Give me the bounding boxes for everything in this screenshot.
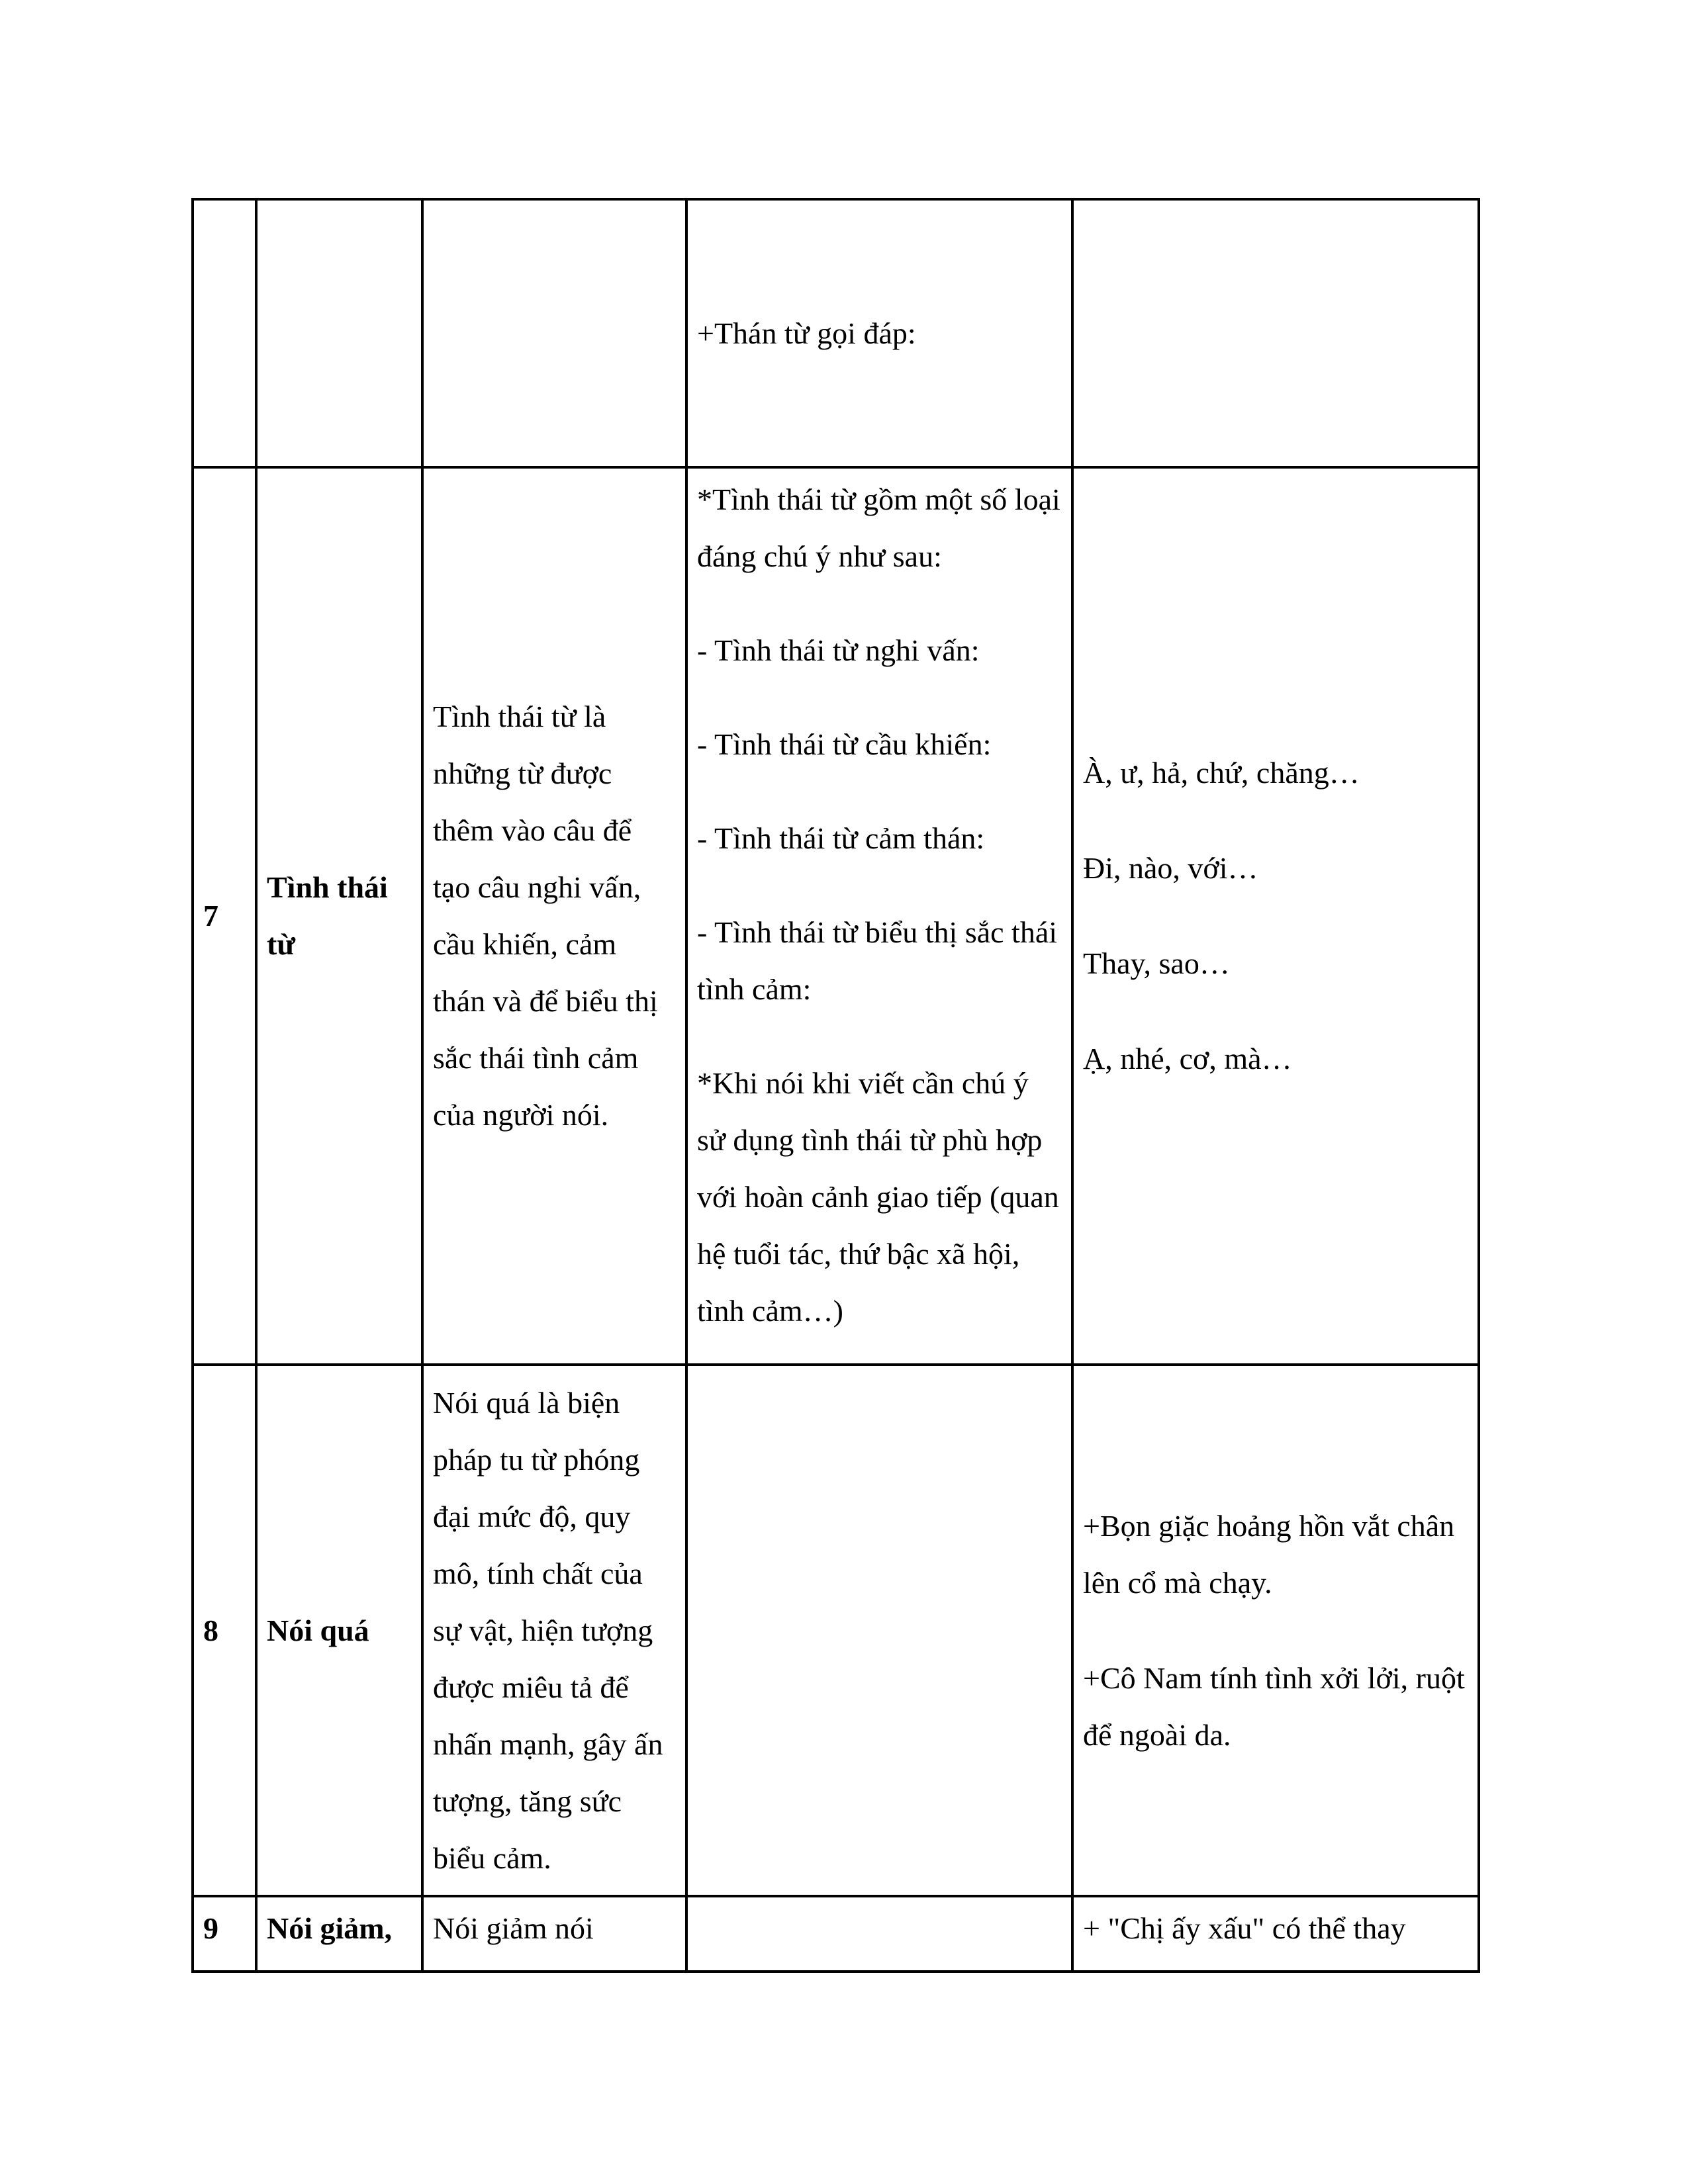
note-line: - Tình thái từ cầu khiến: — [697, 727, 992, 761]
definition-cell: Nói quá là biện pháp tu từ phóng đại mức độ, quy mô, tính chất của sự vật, hiện tượng được miêu tả để nhấn mạnh, gây ấn tượng, tăng sức biểu cảm. — [422, 1365, 686, 1896]
examples-cell: + "Chị ấy xấu" có thể thay — [1072, 1896, 1479, 1972]
example-line: Ạ, nhé, cơ, mà… — [1083, 1042, 1292, 1075]
examples-cell — [1072, 467, 1479, 1365]
definition-cell: Tình thái từ là những từ được thêm vào câu để tạo câu nghi vấn, cầu khiến, cảm thán và để biểu thị sắc thái tình cảm của người nói. — [422, 467, 686, 1365]
term-cell: Nói giảm, — [256, 1896, 422, 1972]
examples-cell — [1072, 199, 1479, 467]
notes-cell — [686, 467, 1072, 1365]
note-line: *Khi nói khi viết cần chú ý sử dụng tình thái từ phù hợp với hoàn cảnh giao tiếp (quan hệ tuổi tác, thứ bậc xã hội, tình cảm…) — [697, 1066, 1059, 1328]
table-row — [193, 467, 1479, 1365]
term-cell: Nói quá — [256, 1365, 422, 1896]
examples-cell — [1072, 1365, 1479, 1896]
table-row — [193, 1896, 1479, 1972]
number-cell — [193, 199, 256, 467]
definition-cell — [422, 199, 686, 467]
term-cell: Tình thái từ — [256, 467, 422, 1365]
example-line: Đi, nào, với… — [1083, 851, 1258, 885]
notes-cell — [686, 1896, 1072, 1972]
note-line: *Tình thái từ gồm một số loại đáng chú ý như sau: — [697, 482, 1060, 573]
table-row — [193, 1365, 1479, 1896]
note-line: +Thán từ gọi đáp: — [697, 316, 916, 350]
note-line: - Tình thái từ cảm thán: — [697, 821, 985, 855]
notes-cell — [686, 1365, 1072, 1896]
number-cell: 8 — [193, 1365, 256, 1896]
note-line: - Tình thái từ nghi vấn: — [697, 633, 980, 667]
term-cell — [256, 199, 422, 467]
example-line: +Cô Nam tính tình xởi lởi, ruột để ngoài da. — [1083, 1661, 1465, 1752]
grammar-table — [191, 198, 1480, 1973]
example-line: À, ư, hả, chứ, chăng… — [1083, 756, 1360, 790]
example-line: +Bọn giặc hoảng hồn vắt chân lên cổ mà chạy. — [1083, 1508, 1455, 1600]
note-line: - Tình thái từ biểu thị sắc thái tình cảm: — [697, 915, 1058, 1006]
definition-cell: Nói giảm nói — [422, 1896, 686, 1972]
number-cell: 9 — [193, 1896, 256, 1972]
notes-cell — [686, 199, 1072, 467]
number-cell: 7 — [193, 467, 256, 1365]
example-line: Thay, sao… — [1083, 946, 1230, 980]
table-row — [193, 199, 1479, 467]
